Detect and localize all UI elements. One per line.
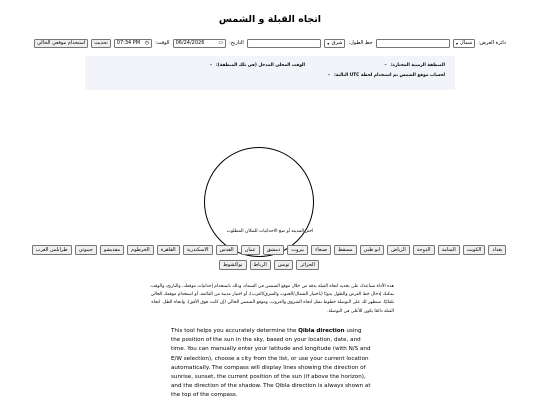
city-button[interactable]: بيروت (287, 245, 308, 255)
compass-circle (204, 147, 314, 257)
compass-placeholder-text: اختر المدينة أو ضع الاحداثيات للمكان المطلوب (226, 229, 314, 234)
time-label: الوقت: (155, 40, 170, 46)
timezone-label: المنطقة الزمنية المختارة: (390, 63, 445, 68)
page-title: اتجاه القبلة و الشمس (218, 14, 322, 25)
latitude-direction-select[interactable] (453, 39, 475, 48)
date-input[interactable] (173, 39, 227, 48)
city-button[interactable]: الخرطوم (127, 245, 154, 255)
date-label: التاريخ: (229, 40, 244, 46)
utc-label: لحساب موقع الشمس تم استخدام لحظة UTC التالية: (334, 73, 445, 78)
chevron-down-icon: ▾ (455, 40, 458, 46)
arabic-description: هذه الأداة تساعدك على تحديد اتجاه القبلة بدقة من خلال موقع الشمس في السماء، وذلك باستخدام إحداثيات موقعك، والتاريخ، والوقت. يمكنك إدخال خط العرض والطول يدويًا (باختيار الشمال/الجنوب والشرق/الغرب)، أو اختيار مدينة من القائمة، أو استخدام موقعك الحالي تلقائيًا. ستظهر لك على البوصلة خطوط تمثل اتجاه الشروق والغروب، وموقع الشمس الحالي (إن كانت فوق الأفق)، واتجاه الظل. اتجاه القبلة دائمًا يكون للأعلى في البوصلة. (149, 284, 394, 314)
city-button[interactable]: جيبوتي (75, 245, 97, 255)
city-buttons-row-1 (6, 245, 532, 255)
utc-value: – (327, 73, 331, 78)
city-button[interactable]: الاسكندرية (183, 245, 213, 255)
longitude-input[interactable] (247, 39, 321, 48)
info-panel (85, 56, 455, 90)
city-button[interactable]: ابو ظبي (360, 245, 385, 255)
local-time-value: – (209, 63, 213, 68)
update-button[interactable]: تحديث (91, 39, 111, 48)
city-button[interactable]: الدوحة (413, 245, 435, 255)
qibla-direction-emphasis: Qibla direction (298, 328, 345, 334)
city-button[interactable]: الكويت (463, 245, 486, 255)
controls-bar (34, 37, 506, 49)
calendar-icon: ▭ (218, 40, 224, 46)
date-value: 06/24/2026 (175, 40, 205, 46)
longitude-direction-select[interactable] (324, 39, 345, 48)
english-description-body: using the position of the sun in the sky, based on your location, date, and time. You can manually enter your latitude and longitude (with N/S and E/W selection), choose a city from the list, or use your current location automatically. The compass will display lines showing the direction of sunrise, sunset, the current position of the sun (if above the horizon), and the direction of the shadow. The Qibla direction is always shown at the top of the compass. (171, 328, 371, 399)
city-button[interactable]: القاهرة (157, 245, 180, 255)
chevron-down-icon: ▾ (327, 40, 330, 46)
city-button[interactable]: مسقط (334, 245, 356, 255)
latitude-label: دائرة العرض: (478, 40, 506, 46)
city-button[interactable]: الرباط (250, 260, 271, 270)
timezone-value: – (384, 63, 387, 68)
city-button[interactable]: مقديشو (100, 245, 124, 255)
city-button[interactable]: المنامة (438, 245, 460, 255)
longitude-label: خط الطول: (348, 40, 373, 46)
city-button[interactable]: عمان (241, 245, 260, 255)
city-button[interactable]: صنعاء (311, 245, 331, 255)
clock-icon: ◷ (144, 40, 150, 46)
city-button[interactable]: الجزائر (296, 260, 318, 270)
city-button[interactable]: بغداد (488, 245, 506, 255)
use-current-location-button[interactable]: استخدام موقعي الحالي (34, 39, 88, 48)
city-button[interactable]: تونس (274, 260, 294, 270)
latitude-direction-value: شمال (459, 40, 473, 46)
longitude-direction-value: شرق (331, 40, 343, 46)
city-button[interactable]: الرياض (387, 245, 410, 255)
city-button[interactable]: القدس (216, 245, 238, 255)
city-buttons-row-2 (6, 260, 532, 270)
latitude-input[interactable] (376, 39, 450, 48)
local-time-label: الوقت المحلي المدخل (في تلك المنطقة): (216, 63, 305, 68)
city-button[interactable]: نواكشوط (219, 260, 246, 270)
time-input[interactable] (114, 39, 152, 48)
english-description (171, 327, 371, 401)
city-button[interactable]: دمشق (263, 245, 285, 255)
city-button[interactable]: طرابلس الغرب (32, 245, 72, 255)
english-description-intro: This tool helps you accurately determine the (171, 328, 299, 334)
time-value: 07:34 PM (116, 40, 141, 46)
